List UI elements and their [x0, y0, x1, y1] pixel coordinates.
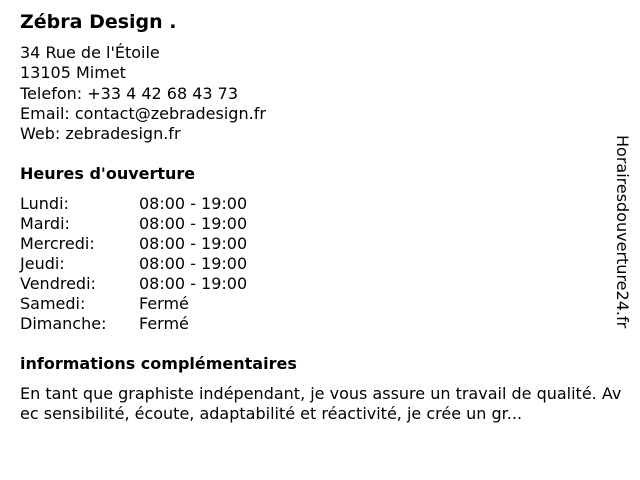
hours-day: Vendredi: [20, 274, 96, 293]
hours-time: 08:00 - 19:00 [139, 254, 248, 273]
phone-line: Telefon: +33 4 42 68 43 73 [20, 84, 239, 103]
web-line: Web: zebradesign.fr [20, 124, 181, 143]
address-street: 34 Rue de l'Étoile [20, 43, 160, 62]
hours-row-mercredi [20, 234, 320, 254]
hours-row-samedi [20, 294, 320, 314]
hours-time: 08:00 - 19:00 [139, 214, 248, 233]
site-credit: Horairesdouverture24.fr [613, 135, 632, 329]
hours-day: Mardi: [20, 214, 70, 233]
info-text: En tant que graphiste indépendant, je vous assure un travail de qualité. Avec sensibilité, écoute, adaptabilité et réactivité, je crée un gr... [20, 384, 622, 423]
hours-day: Dimanche: [20, 314, 107, 333]
hours-day: Samedi: [20, 294, 86, 313]
hours-row-jeudi [20, 254, 320, 274]
email-line: Email: contact@zebradesign.fr [20, 104, 266, 123]
hours-heading: Heures d'ouverture [20, 164, 196, 183]
hours-row-vendredi [20, 274, 320, 294]
hours-time: 08:00 - 19:00 [139, 234, 248, 253]
hours-day: Mercredi: [20, 234, 95, 253]
address-city: 13105 Mimet [20, 63, 126, 82]
info-heading: informations complémentaires [20, 354, 297, 373]
business-name: Zébra Design . [20, 11, 177, 33]
hours-time: 08:00 - 19:00 [139, 274, 248, 293]
hours-row-lundi [20, 194, 320, 214]
hours-row-dimanche [20, 314, 320, 334]
hours-row-mardi [20, 214, 320, 234]
hours-time: 08:00 - 19:00 [139, 194, 248, 213]
hours-time: Fermé [139, 314, 189, 333]
hours-day: Lundi: [20, 194, 69, 213]
hours-day: Jeudi: [20, 254, 65, 273]
hours-time: Fermé [139, 294, 189, 313]
